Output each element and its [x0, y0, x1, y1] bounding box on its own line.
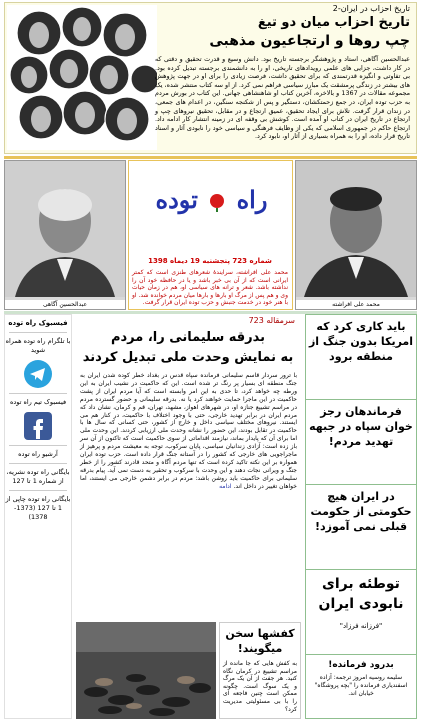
- top-kicker: تاریخ احزاب در ایران-2: [332, 4, 410, 13]
- rose-icon: [206, 192, 228, 212]
- editorial-body-text: با ترور سردار قاسم سلیمانی فرمانده سپاه قدس در بغداد خطر کوده شدن ایران به جنگ منطقه ای بسیار پر رنگ تر شده است. این که حاکمیت در نشیب ایران به این ورطه چه خواهد کرد، تا حدی به این امر وابسته است که آیا مردم ایران از پشت حاکمیت در این ماجرا حمایت خواهند کرد یا نه. بدرقه سلیمانی و حضور گسترده مردم در مراسم تشییع جنازه او، در شهرهای اهواز، مشهد، تهران، قم و کرمان، نشان داد که مردم ایران در برابر تهدید خارجی، حتی با وجود اختلاف با حاکمیت، در کنار هم می ایستند. نیروهای مختلف سیاسی داخل و خارج از کشور، حتی کسانی که سال ها با حاکمیت در تقابل بودند، این حضور را نشانه وحدت ملی ارزیابی کردند. این وحدت ملی اما برای آن که پایدار بماند، نیازمند اقداماتی از سوی حاکمیت است که تاکنون از آن سر باز زده است: آزادی زندانیان سیاسی، پایان سرکوب، توجه به معیشت مردم و پرهیز از ماجراجویی های خارجی که کشور را در آستانه جنگ قرار داده است. حزب توده ایران همواره بر این نکته تاکید کرده است که تنها مردم آگاه و متحد قادرند کشور را از خطر جنگ و ویرانی نجات دهند و این وحدت با سرکوب و تحقیر به دست نمی آید. پیام بدرقه سلیمانی برای حاکمیت باید روشن باشد: مردم در برابر دشمن خارجی می ایستند، اما خواهان تغییر در داخل اند.: [80, 372, 297, 490]
- telegram-icon[interactable]: [23, 359, 53, 389]
- headline-conspiracy-author: "فرزانه فرزاد": [339, 622, 383, 630]
- shoes-body: به کفش هایی که جا مانده از مراسم تشییع در کرمان نگاه کنید. هر جفت از آن یک مرگ و یک سوگ است. چگونه ممکن است چنین فاجعه ای را با بی مسئولیتی مدیریت کرد؟: [223, 660, 297, 713]
- editorial-subtitle[interactable]: به نمایش وحدت ملی تبدیل کردند: [82, 350, 294, 365]
- separator: [9, 463, 67, 464]
- telegram-link[interactable]: با تلگرام راه توده همراه شوید: [5, 337, 71, 354]
- headline-farewell-text: سلیمه روسیه امروز ترجمه: آزاده اسفندیاری فرمانده را "بچه پروشگاه" خیابان اند.: [314, 674, 408, 697]
- facebook-link[interactable]: فیسبوک راه توده: [8, 319, 68, 327]
- archive-link[interactable]: آرشیو راه توده: [18, 450, 58, 458]
- shoes-title: کفشها سخن میگویند!: [225, 627, 295, 655]
- top-title[interactable]: تاریخ احزاب میان دو تیغ: [257, 15, 410, 30]
- headline-no-learning[interactable]: در ایران هیچ حکومتی از حکومت قبلی نمی آموزد!: [306, 485, 416, 570]
- shoes-article[interactable]: [219, 622, 301, 719]
- weekly-archive-link[interactable]: بایگانی راه توده نشریه، از شماره 1 تا 127: [6, 468, 70, 485]
- facebook-team-link[interactable]: فیسبوک تیم راه توده: [9, 398, 67, 406]
- headline-us-leave-region[interactable]: باید کاری کرد که امریکا بدون جنگ از منطقه برود: [306, 315, 416, 400]
- separator: [9, 445, 67, 446]
- bottom-section: [4, 314, 417, 719]
- issue-date: شماره 723 پنجشنبه 19 دیماه 1398: [148, 257, 272, 265]
- editorial-title[interactable]: بدرقه سلیمانی را، مردم: [110, 330, 266, 345]
- top-article-body: عبدالحسین آگاهی، استاد و پژوهشگر برجسته تاریخ بود. دانش وسیع و قدرت تحقیق و دقتی که در کار داشت، جزایی های علمی رویدادهای تاریخی، او را به دانشمندی برجسته تبدیل کرده بود. بی تفاوتی و انگیزه قدرتمندی که برای تحقیق داشت، فرصت زیادی را برای او در جهت پژوهش های بیشتر در زندگی پرمشقت یک مبارز سیاسی فراهم نمی کرد. از او سه کتاب منتشر شده، یک مجموعه مقالات در 1367 و بالاخره، آخرین کتاب او شاهنشاهی جهانی. این کتاب در بورش مردم به حزب توده ایران، در جمع زحمتکشان، دستگیر و پس از شکنجه سنگین، در اعدام های جمعی، در زندان قرار گرفت. تلاش برای ایجاد تحقیق، عمیق ارتجاع و در مقابل، تحقیق نیروهای چپ و ارتجاع در تاریخ ایران در کتاب او آمده است. کوشش بی وقفه ای در زمینه انتشار کار ادامه داد. ارتجاع حاکم در جمهوری اسلامی که یکی از وظایف فرهنگی و سیاسی خود را نابودی آثار و اسناد تاریخ قرار داده، او را به همراه بسیاری از آثار او، نابود کرد.: [155, 55, 411, 141]
- shoes-photo-image[interactable]: [76, 622, 216, 719]
- headline-commanders[interactable]: فرماندهان رجز خوان سپاه در جبهه تهدید مردم!: [306, 400, 416, 485]
- editorial-body: [80, 372, 297, 491]
- portrait-image: [296, 161, 416, 297]
- links-column: [4, 314, 72, 719]
- logo-word-rah: راه: [236, 185, 268, 214]
- masthead-band: [4, 160, 417, 310]
- editorial-column: [76, 314, 301, 719]
- masthead: [128, 160, 293, 310]
- portrait-collage-image[interactable]: [7, 5, 157, 150]
- print-archive-link[interactable]: بایگانی راه توده چاپی از 1 تا 127 (1373-1378): [5, 495, 71, 521]
- editorial-kicker: سرمقاله 723: [248, 316, 295, 325]
- portrait-photo-left[interactable]: [4, 160, 126, 310]
- separator: [9, 490, 67, 491]
- photo-caption-right: محمد علی افراشته: [296, 300, 416, 309]
- site-logo[interactable]: [135, 185, 288, 225]
- portrait-photo-right[interactable]: [295, 160, 417, 310]
- headline-conspiracy-title: توطئه برای نابودی ایران: [318, 576, 404, 612]
- portrait-image: [5, 161, 125, 297]
- gold-divider: [4, 156, 417, 159]
- logo-word-tudeh: توده: [155, 185, 198, 214]
- separator: [9, 393, 67, 394]
- facebook-icon[interactable]: [23, 411, 53, 441]
- headline-farewell[interactable]: [306, 655, 416, 702]
- photo-caption-left: عبدالحسین آگاهی: [5, 300, 125, 309]
- top-subtitle[interactable]: چپ روها و ارتجاعیون مذهبی: [209, 33, 410, 49]
- editorial-continue-link[interactable]: ادامه: [219, 482, 232, 490]
- masthead-body: محمد علی افراشته، سرایندۀ شعرهای طنزی است که کمتر ایرانی است که از آن بی خبر باشد و یا در حافظه خود آن را نداشته باشد. شعر و ترانه های سیاسی او، هم در زمان حیات وی و هم پس از مرگ او بارها و بارها میان مردم خوانده شد. او با هنر خود در خدمت جنبش و حزب توده ایران قرار گرفت.: [132, 269, 288, 307]
- separator: [9, 332, 67, 333]
- headlines-column: [305, 314, 417, 719]
- top-article: [4, 2, 417, 154]
- headline-conspiracy[interactable]: [306, 570, 416, 655]
- headline-farewell-title: بدرود فرمانده!: [328, 660, 394, 670]
